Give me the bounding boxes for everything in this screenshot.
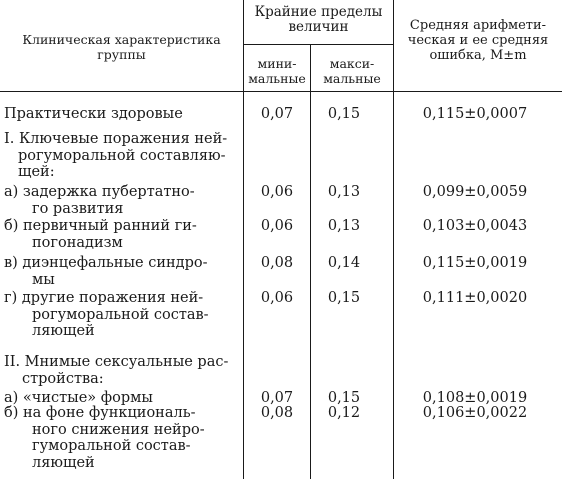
row-hypogonadism-max: 0,13	[327, 218, 361, 234]
header-min: мини- мальные	[248, 56, 306, 86]
row-other-lesions-min: 0,06	[260, 290, 294, 306]
row-label-section-1: I. Ключевые поражения ней- рогуморальной составляю- щей:	[4, 131, 228, 180]
header-characteristic: Клиническая характеристика группы	[22, 32, 221, 62]
column-divider-3	[393, 0, 394, 479]
row-other-lesions-max: 0,15	[327, 290, 361, 306]
row-label-delay-puberty: а) задержка пубертатно- го развития	[4, 184, 195, 217]
row-diencephalic-max: 0,14	[327, 255, 361, 271]
row-functional-decline-mean: 0,106±0,0022	[422, 405, 528, 421]
row-label-hypogonadism: б) первичный ранний ги- погонадизм	[4, 218, 197, 251]
row-pure-forms-min: 0,07	[260, 390, 294, 406]
limits-subheader-rule	[244, 44, 393, 45]
header-bottom-rule	[0, 91, 562, 92]
header-limits: Крайние пределы величин	[254, 4, 383, 35]
row-hypogonadism-min: 0,06	[260, 218, 294, 234]
column-divider-2	[310, 44, 311, 479]
row-diencephalic-min: 0,08	[260, 255, 294, 271]
row-delay-puberty-min: 0,06	[260, 184, 294, 200]
row-healthy-min: 0,07	[260, 106, 294, 122]
row-label-functional-decline: б) на фоне функциональ- ного снижения нейро- гуморальной состав- ляющей	[4, 405, 205, 471]
row-delay-puberty-mean: 0,099±0,0059	[422, 184, 528, 200]
row-hypogonadism-mean: 0,103±0,0043	[422, 218, 528, 234]
header-max: макси- мальные	[323, 56, 381, 86]
row-label-other-lesions: г) другие поражения ней- рогуморальной состав- ляющей	[4, 290, 209, 339]
row-label-section-2: II. Мнимые сексуальные рас- стройства:	[4, 354, 229, 387]
row-diencephalic-mean: 0,115±0,0019	[422, 255, 528, 271]
row-functional-decline-min: 0,08	[260, 405, 294, 421]
row-label-pure-forms: а) «чистые» формы	[4, 390, 153, 406]
row-label-diencephalic: в) диэнцефальные синдро- мы	[4, 255, 208, 288]
row-delay-puberty-max: 0,13	[327, 184, 361, 200]
row-pure-forms-mean: 0,108±0,0019	[422, 390, 528, 406]
row-other-lesions-mean: 0,111±0,0020	[422, 290, 528, 306]
row-label-healthy: Практически здоровые	[4, 106, 183, 122]
row-pure-forms-max: 0,15	[327, 390, 361, 406]
row-healthy-max: 0,15	[327, 106, 361, 122]
row-healthy-mean: 0,115±0,0007	[422, 106, 528, 122]
row-functional-decline-max: 0,12	[327, 405, 361, 421]
header-mean: Средняя арифмети- ческая и ее средняя ошибка, M±m	[407, 18, 549, 63]
